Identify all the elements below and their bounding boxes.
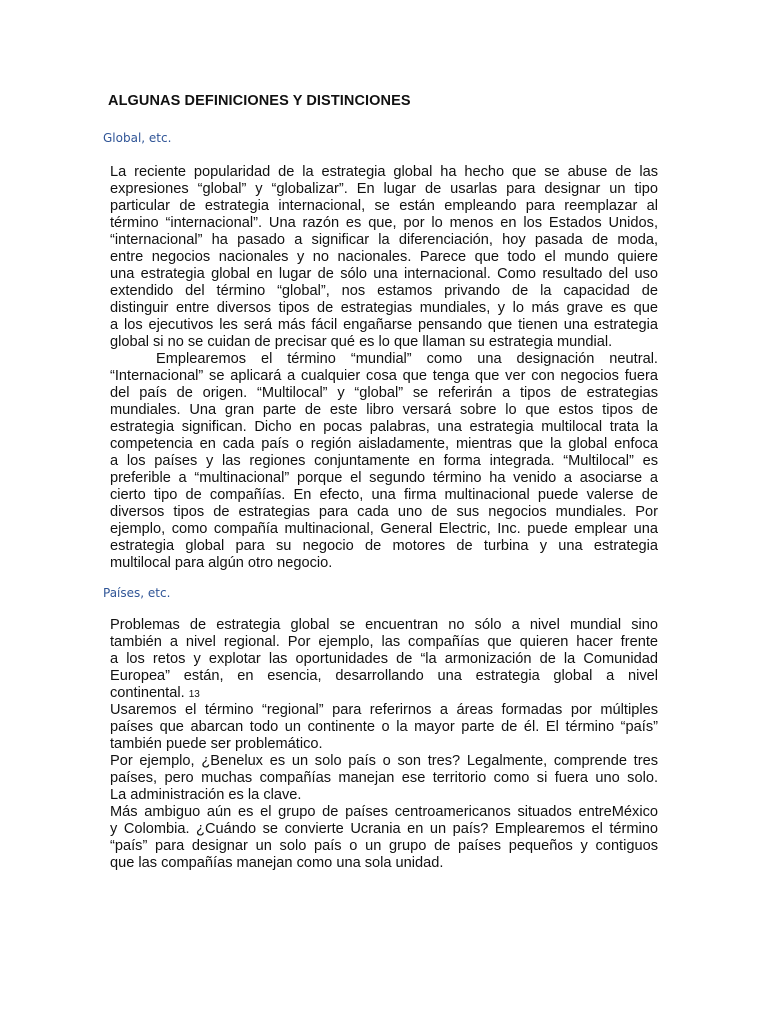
paragraph-line: a los retos y explotar las oportunidades de “la armonización de la Comunidad: [110, 651, 658, 667]
paragraph-line: estrategia global para su negocio de motores de turbina y una estrategia: [110, 538, 658, 554]
paragraph-line: competencia en cada país o región aisladamente, mientras que la global enfoca: [110, 436, 658, 452]
section-body-global: [110, 164, 658, 572]
paragraph-line: mundiales. Una gran parte de este libro versará sobre lo que estos tipos de: [110, 402, 658, 418]
paragraph-line: del país de origen. “Multilocal” y “global” se referirán a tipos de estrategias: [110, 385, 658, 401]
section-body-paises: [110, 617, 658, 872]
section-heading-global: Global, etc.: [103, 131, 172, 145]
paragraph-line: “internacional” ha pasado a significar la diferenciación, hoy pasada de moda,: [110, 232, 658, 248]
paragraph-line: a los países y las regiones conjuntamente en forma integrada. “Multilocal” es: [110, 453, 658, 469]
paragraph-line: término “internacional”. Una razón es que, por lo menos en los Estados Unidos,: [110, 215, 658, 231]
paragraph-line: entre negocios nacionales y no nacionales. Parece que todo el mundo quiere: [110, 249, 658, 265]
paragraph-line: Problemas de estrategia global se encuentran no sólo a nivel mundial sino: [110, 617, 658, 633]
paragraph-line: La reciente popularidad de la estrategia global ha hecho que se abuse de las: [110, 164, 658, 180]
paragraph-line: y Colombia. ¿Cuándo se convierte Ucrania en un país? Emplearemos el término: [110, 821, 658, 837]
paragraph-line: estrategia significan. Dicho en pocas palabras, una estrategia multilocal trata la: [110, 419, 658, 435]
paragraph-line: Usaremos el término “regional” para referirnos a áreas formadas por múltiples: [110, 702, 658, 718]
paragraph-line: una estrategia global en lugar de sólo una internacional. Como resultado del uso: [110, 266, 658, 282]
paragraph-line: Por ejemplo, ¿Benelux es un solo país o son tres? Legalmente, comprende tres: [110, 753, 658, 769]
paragraph-line: preferible a “multinacional” porque el segundo término ha venido a asociarse a: [110, 470, 658, 486]
paragraph-line: que las compañías manejan como una sola unidad.: [110, 855, 444, 871]
paragraph-line-text: continental.: [110, 685, 185, 701]
paragraph-line: expresiones “global” y “globalizar”. En lugar de usarlas para designar un tipo: [110, 181, 658, 197]
paragraph-line: también a nivel regional. Por ejemplo, las compañías que quieren hacer frente: [110, 634, 658, 650]
paragraph-line: particular de estrategia internacional, se están empleando para reemplazar al: [110, 198, 658, 214]
paragraph-line: países que abarcan todo un continente o la mayor parte de él. El término “país”: [110, 719, 658, 735]
paragraph-line: multilocal para algún otro negocio.: [110, 555, 333, 571]
paragraph-line: global si no se cuidan de precisar qué es lo que llaman su estrategia mundial.: [110, 334, 613, 350]
paragraph-line: cierto tipo de compañías. En efecto, una firma multinacional puede valerse de: [110, 487, 658, 503]
paragraph-line: diversos tipos de estrategias para cada uno de sus negocios mundiales. Por: [110, 504, 658, 520]
paragraph-line: países, pero muchas compañías manejan ese territorio como si fuera uno solo.: [110, 770, 658, 786]
paragraph-line: a los ejecutivos les será más fácil engañarse pensando que tienen una estrategia: [110, 317, 658, 333]
paragraph-line: “país” para designar un solo país o un grupo de países pequeños y contiguos: [110, 838, 658, 854]
paragraph-line: ejemplo, como compañía multinacional, General Electric, Inc. puede emplear una: [110, 521, 658, 537]
paragraph-line: extendido del término “global”, nos estamos privando de la capacidad de: [110, 283, 658, 299]
paragraph-line: Europea” están, en esencia, desarrollando una estrategia global a nivel: [110, 668, 658, 684]
paragraph-line: también puede ser problemático.: [110, 736, 323, 752]
paragraph-line: distinguir entre diversos tipos de estrategias mundiales, y lo más grave es que: [110, 300, 658, 316]
paragraph-line: La administración es la clave.: [110, 787, 302, 803]
paragraph-line-with-footnote: [110, 685, 658, 702]
paragraph-line: Emplearemos el término “mundial” como una designación neutral.: [156, 351, 658, 367]
document-title: ALGUNAS DEFINICIONES Y DISTINCIONES: [108, 93, 411, 109]
section-heading-paises: Países, etc.: [103, 586, 171, 600]
paragraph-line: Más ambiguo aún es el grupo de países centroamericanos situados entreMéxico: [110, 804, 658, 820]
footnote-reference: 13: [188, 689, 200, 700]
paragraph-line: “Internacional” se aplicará a cualquier cosa que tenga que ver con negocios fuera: [110, 368, 658, 384]
